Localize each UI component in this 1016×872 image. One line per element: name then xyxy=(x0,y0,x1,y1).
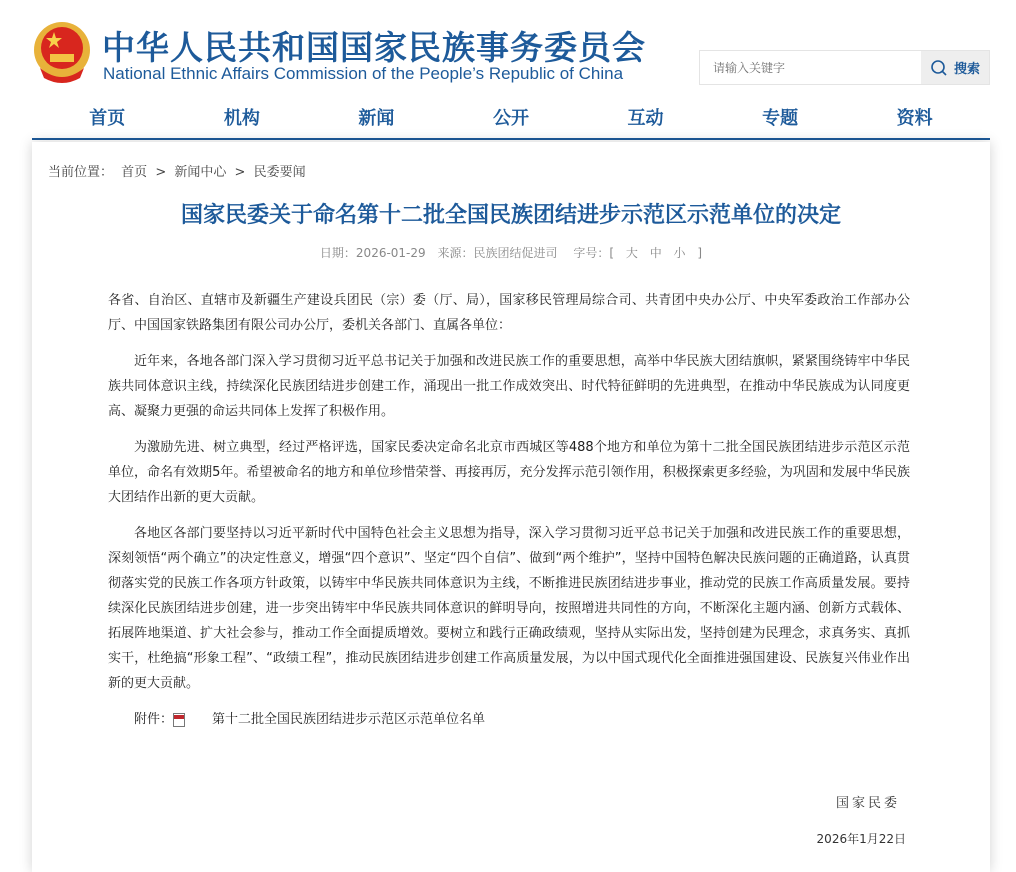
article-source: 来源：民族团结促进司 xyxy=(437,246,558,260)
nav-resources[interactable]: 资料 xyxy=(896,108,933,129)
search-box xyxy=(699,50,990,85)
main-nav xyxy=(32,100,990,140)
search-icon xyxy=(930,59,948,77)
nav-home[interactable]: 首页 xyxy=(89,108,126,129)
site-title[interactable]: 中华人民共和国国家民族事务委员会 xyxy=(102,28,646,67)
font-size-medium[interactable]: 中 xyxy=(649,246,662,260)
attachment xyxy=(108,707,910,732)
article-date: 日期：2026-01-29 xyxy=(319,246,426,260)
national-emblem-icon xyxy=(32,20,92,84)
paragraph: 近年来，各地各部门深入学习贯彻习近平总书记关于加强和改进民族工作的重要思想，高举中华民族大团结旗帜，紧紧围绕铸牢中华民族共同体意识主线，持续深化民族团结进步创建工作，涌现出一批工作成效突出、时代特征鲜明的先进典型，在推动中华民族成为认同度更高、凝聚力更强的命运共同体上发挥了积极作用。 xyxy=(108,354,910,419)
breadcrumb-news-center[interactable]: 新闻中心 xyxy=(174,165,227,180)
breadcrumb-sep: > xyxy=(234,165,246,180)
search-button[interactable] xyxy=(921,51,989,84)
font-size-label: 字号：[ xyxy=(573,246,615,260)
article-meta xyxy=(32,244,990,261)
salutation: 各省、自治区、直辖市及新疆生产建设兵团民（宗）委（厅、局），国家移民管理局综合司、共青团中央办公厅、中央军委政治工作部办公厅、中国国家铁路集团有限公司办公厅，委机关各部门、直属各单位： xyxy=(108,293,910,333)
paragraph: 各地区各部门要坚持以习近平新时代中国特色社会主义思想为指导，深入学习贯彻习近平总书记关于加强和改进民族工作的重要思想，深刻领悟“两个确立”的决定性意义，增强“四个意识”、坚定“四个自信”、做到“两个维护”，坚持中国特色解决民族问题的正确道路，认真贯彻落实党的民族工作各项方针政策，以铸牢中华民族共同体意识为主线，不断推进民族团结进步事业，推动党的民族工作高质量发展。要持续深化民族团结进步创建，进一步突出铸牢中华民族共同体意识的鲜明导向，按照增进共同性的方向，不断深化主题内涵、创新方式载体、拓展阵地渠道、扩大社会参与，推动工作全面提质增效。要树立和践行正确政绩观，坚持从实际出发，坚持创建为民理念，求真务实、真抓实干，杜绝搞“形象工程”、“政绩工程”，推动民族团结进步创建工作高质量发展，为以中国式现代化全面推进强国建设、民族复兴伟业作出新的更大贡献。 xyxy=(108,526,910,691)
article-card xyxy=(32,142,990,872)
sign-date: 2026年1月22日 xyxy=(816,832,906,846)
font-size-end: ] xyxy=(697,246,703,260)
attachment-link[interactable]: 第十二批全国民族团结进步示范区示范单位名单 xyxy=(212,712,486,727)
article-title: 国家民委关于命名第十二批全国民族团结进步示范区示范单位的决定 xyxy=(180,203,841,228)
nav-organization[interactable]: 机构 xyxy=(223,108,260,129)
site-header xyxy=(0,0,1016,142)
signature: 国家民委 xyxy=(835,796,900,811)
breadcrumb-home[interactable]: 首页 xyxy=(121,165,148,180)
nav-topics[interactable]: 专题 xyxy=(762,108,799,129)
nav-interaction[interactable]: 互动 xyxy=(627,108,664,129)
paragraph: 为激励先进、树立典型，经过严格评选，国家民委决定命名北京市西城区等488个地方和单位为第十二批全国民族团结进步示范区示范单位，命名有效期5年。希望被命名的地方和单位珍惜荣誉、再接再厉，充分发挥示范引领作用，积极探索更多经验，为巩固和发展中华民族大团结作出新的更大贡献。 xyxy=(108,440,910,505)
article-body xyxy=(108,288,910,732)
search-button-label: 搜索 xyxy=(953,62,980,77)
nav-news[interactable]: 新闻 xyxy=(358,108,395,129)
breadcrumb-commission-news[interactable]: 民委要闻 xyxy=(253,165,306,180)
pdf-file-icon xyxy=(173,713,185,727)
breadcrumb-label: 当前位置： xyxy=(48,165,114,180)
breadcrumb xyxy=(48,161,310,180)
font-size-small[interactable]: 小 xyxy=(673,246,686,260)
nav-public[interactable]: 公开 xyxy=(492,108,529,129)
breadcrumb-sep: > xyxy=(155,165,167,180)
attachment-label: 附件： xyxy=(134,712,174,727)
font-size-large[interactable]: 大 xyxy=(625,246,638,260)
site-title-english: National Ethnic Affairs Commission of the People’s Republic of China xyxy=(103,64,624,83)
search-input[interactable] xyxy=(700,51,921,84)
